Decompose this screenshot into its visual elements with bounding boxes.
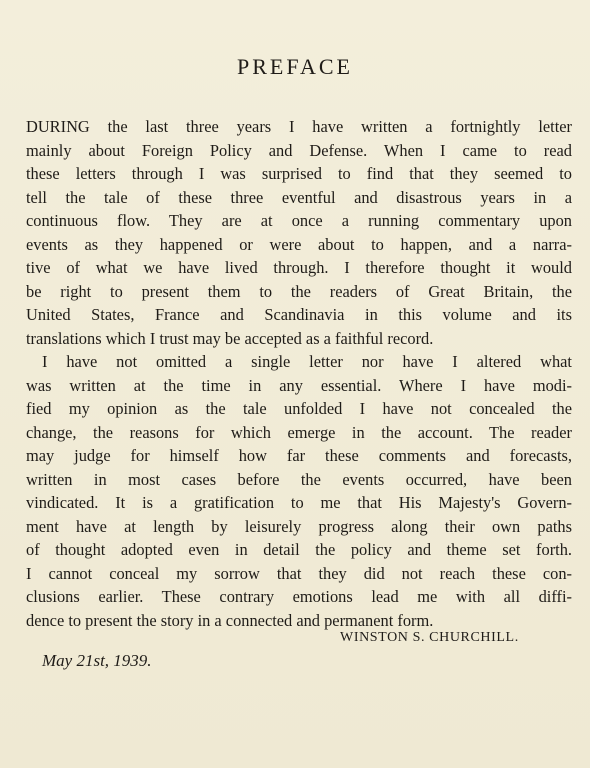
body-line: dence to present the story in a connected and permanent form. xyxy=(26,610,434,630)
body-line: United States, France and Scandinavia in this volume and its xyxy=(26,305,572,324)
body-line: vindicated. It is a gratification to me that His Majesty's Govern- xyxy=(26,493,572,512)
body-line: events as they happened or were about to happen, and a narra- xyxy=(26,234,572,254)
body-line: fied my opinion as the tale unfolded I have not concealed the xyxy=(26,399,572,418)
body-line: ment have at length by leisurely progress along their own paths xyxy=(26,516,572,536)
preface-date: May 21st, 1939. xyxy=(42,651,152,670)
body-line: be right to present them to the readers of Great Britain, the xyxy=(26,281,572,301)
body-line: tive of what we have lived through. I therefore thought it would xyxy=(26,258,572,277)
body-line: DURING the last three years I have written a fortnightly letter xyxy=(26,117,572,136)
body-line: clusions earlier. These contrary emotions lead me with all diffi- xyxy=(26,587,572,606)
body-line: may judge for himself how far these comments and forecasts, xyxy=(26,446,572,465)
body-line: continuous flow. They are at once a running commentary upon xyxy=(26,211,572,230)
body-line: mainly about Foreign Policy and Defense. When I came to read xyxy=(26,140,572,160)
body-line: I have not omitted a single letter nor have I altered what xyxy=(42,352,572,371)
body-line: translations which I trust may be accepted as a faithful record. xyxy=(26,328,434,348)
body-line: I cannot conceal my sorrow that they did not reach these con- xyxy=(26,563,572,583)
body-line: of thought adopted even in detail the policy and theme set forth. xyxy=(26,540,572,559)
author-signature: WINSTON S. CHURCHILL. xyxy=(340,630,519,645)
body-line: was written at the time in any essential. Where I have modi- xyxy=(26,375,572,395)
preface-body xyxy=(26,115,572,632)
page-title: PREFACE xyxy=(237,54,353,79)
body-line: written in most cases before the events occurred, have been xyxy=(26,469,572,489)
body-line: these letters through I was surprised to find that they seemed to xyxy=(26,164,572,183)
body-line: tell the tale of these three eventful and disastrous years in a xyxy=(26,187,572,207)
body-line: change, the reasons for which emerge in the account. The reader xyxy=(26,422,572,442)
